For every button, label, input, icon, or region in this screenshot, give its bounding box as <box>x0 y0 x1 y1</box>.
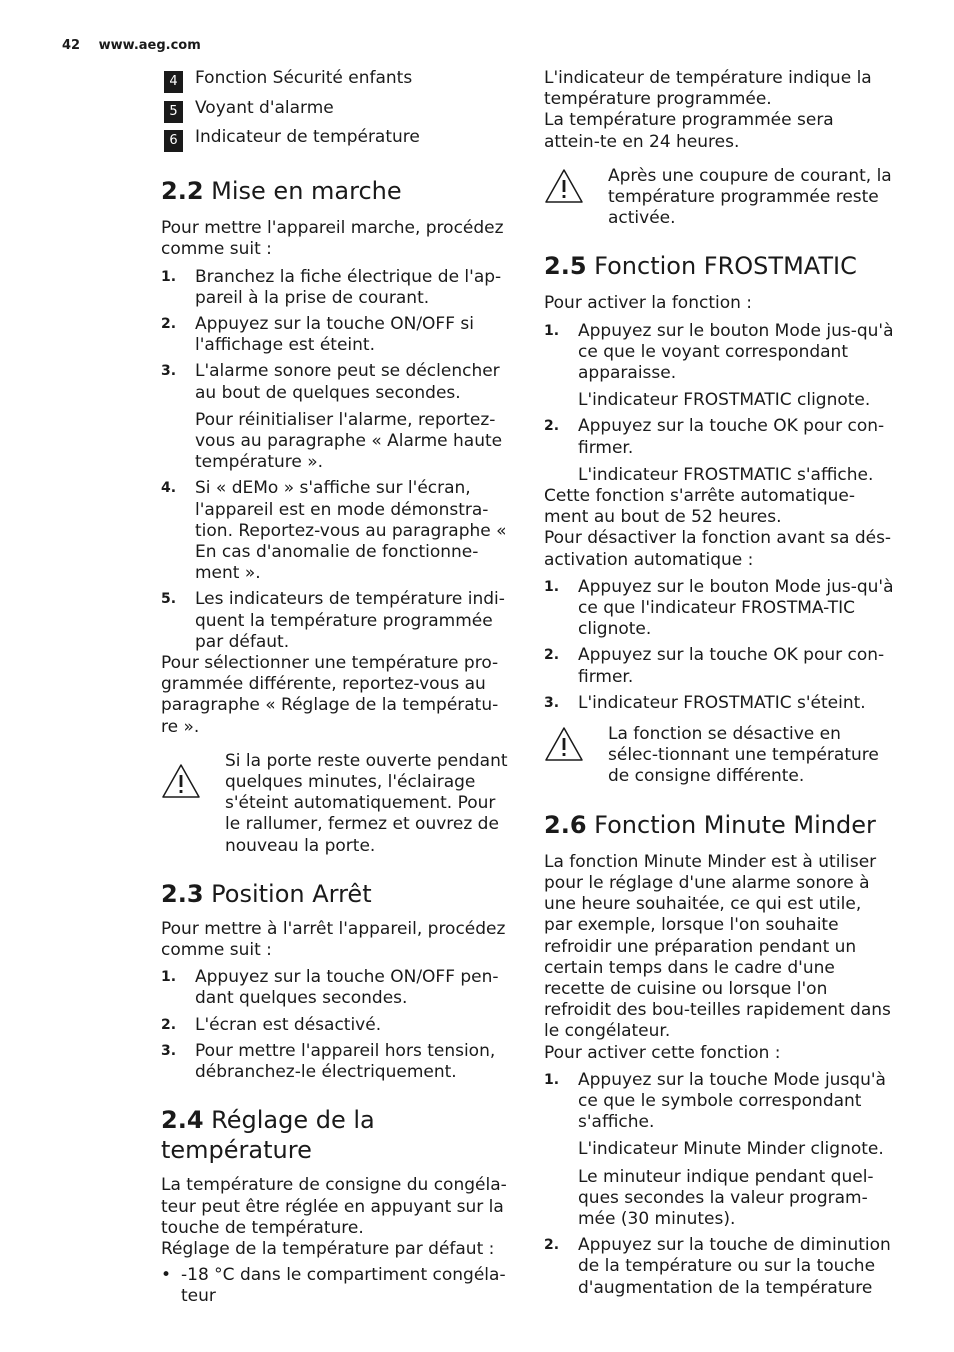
list-item: 2. Appuyez sur la touche ON/OFF si l'affichage est éteint. <box>161 314 474 356</box>
warning-note <box>544 724 894 788</box>
legend-item <box>161 98 511 119</box>
paragraph: La fonction Minute Minder est à utiliser pour le réglage d'une alarme sonore à une heure souhaitée, ce qui est utile, par exemple, lorsque l'on souhaite refroidir une préparation pendant un certain temps dans le cadre d'une recette de cuisine ou lorsque l'on refroidit des bou-teilles rapidement dans le congélateur. <box>544 851 891 1042</box>
bullet-item: • -18 °C dans le compartiment congéla-teur <box>161 1265 506 1307</box>
legend-label: Voyant d'alarme <box>195 97 334 118</box>
section-heading: 2.2 Mise en marche <box>161 177 402 206</box>
legend-number-badge: 5 <box>164 101 183 123</box>
step-note: Pour réinitialiser l'alarme, reportez-vous au paragraphe « Alarme haute température ». <box>195 409 503 473</box>
paragraph: Cette fonction s'arrête automatique-ment au bout de 52 heures. <box>544 486 856 528</box>
legend-number-badge: 6 <box>164 130 183 152</box>
steps-list <box>544 321 894 385</box>
paragraph: La température de consigne du congéla-teur peut être réglée en appuyant sur la touche de température. <box>161 1175 507 1238</box>
paragraph: Pour mettre l'appareil marche, procédez comme suit : <box>161 218 504 260</box>
list-item: 1. Branchez la fiche électrique de l'ap-pareil à la prise de courant. <box>161 266 502 308</box>
website-url: www.aeg.com <box>98 38 201 53</box>
list-item: 4. Si « dEMo » s'affiche sur l'écran, l'appareil est en mode démonstra-tion. Reportez-vous au paragraphe « En cas d'anomalie de fonctionne-ment ». <box>161 478 507 584</box>
list-item: 3. Pour mettre l'appareil hors tension, débranchez-le électriquement. <box>161 1040 496 1083</box>
list-item: 1. Appuyez sur le bouton Mode jus-qu'à ce que l'indicateur FROSTMA-TIC clignote. <box>544 576 894 640</box>
warning-text: Si la porte reste ouverte pendant quelques minutes, l'éclairage s'éteint automatiquement. Pour le rallumer, fermez et ouvrez de nouveau la porte. <box>225 750 508 856</box>
list-item: 2. Appuyez sur la touche OK pour con-firmer. <box>544 645 885 687</box>
step-note: Le minuteur indique pendant quel-ques secondes la valeur program-mée (30 minutes). <box>578 1166 874 1229</box>
list-item: 3. L'indicateur FROSTMATIC s'éteint. <box>544 692 866 713</box>
warning-text: Après une coupure de courant, la température programmée reste activée. <box>608 165 892 229</box>
legend-label: Fonction Sécurité enfants <box>195 68 413 88</box>
step-note: L'indicateur FROSTMATIC clignote. <box>578 390 871 411</box>
legend-list <box>161 68 511 148</box>
section-heading: 2.6 Fonction Minute Minder <box>544 810 876 839</box>
list-item: 1. Appuyez sur le bouton Mode jus-qu'à ce que le voyant correspondant apparaisse. <box>544 320 894 384</box>
left-column <box>161 68 511 1308</box>
warning-text: La fonction se désactive en sélec-tionnant une température de consigne différente. <box>608 724 879 787</box>
list-item: 1. Appuyez sur la touche ON/OFF pen-dant quelques secondes. <box>161 967 499 1009</box>
steps-list <box>544 577 894 714</box>
paragraph: Pour désactiver la fonction avant sa dés-activation automatique : <box>544 528 892 570</box>
paragraph: La température programmée sera attein-te en 24 heures. <box>544 110 834 152</box>
legend-number-badge: 4 <box>164 71 183 93</box>
paragraph: L'indicateur de température indique la température programmée. <box>544 68 872 110</box>
steps-list <box>544 416 894 458</box>
legend-item <box>161 127 511 148</box>
section-heading: 2.5 Fonction FROSTMATIC <box>544 252 857 281</box>
list-item: 2. Appuyez sur la touche de diminution de la température ou sur la touche d'augmentation de la température <box>544 1235 891 1298</box>
steps-list <box>544 1070 894 1134</box>
legend-item <box>161 68 511 89</box>
page-number: 42 <box>62 38 81 53</box>
paragraph: Pour mettre à l'arrêt l'appareil, procédez comme suit : <box>161 918 506 961</box>
list-item: 2. L'écran est désactivé. <box>161 1014 382 1035</box>
list-item: 1. Appuyez sur la touche Mode jusqu'à ce que le symbole correspondant s'affiche. <box>544 1069 886 1133</box>
step-note: L'indicateur FROSTMATIC s'affiche. <box>578 464 874 485</box>
section-heading: 2.4 Réglage de la température <box>161 1106 375 1165</box>
right-column <box>544 68 894 1304</box>
list-item: 3. L'alarme sonore peut se déclencher au bout de quelques secondes. <box>161 361 500 403</box>
steps-list <box>161 267 511 404</box>
paragraph: Réglage de la température par défaut : <box>161 1238 495 1259</box>
list-item: 5. Les indicateurs de température indi-quent la température programmée par défaut. <box>161 589 505 652</box>
step-note: L'indicateur Minute Minder clignote. <box>578 1139 884 1160</box>
steps-list <box>544 1235 894 1299</box>
warning-icon <box>161 763 201 799</box>
warning-icon <box>544 726 584 762</box>
paragraph: Pour sélectionner une température pro-grammée différente, reportez-vous au paragraphe « Réglage de la températu-re ». <box>161 653 499 737</box>
section-heading: 2.3 Position Arrêt <box>161 879 372 908</box>
warning-note <box>544 166 894 230</box>
warning-icon <box>544 168 584 204</box>
page-header <box>62 38 201 53</box>
steps-list <box>161 478 511 653</box>
legend-label: Indicateur de température <box>195 127 420 148</box>
list-item: 2. Appuyez sur la touche OK pour con-firmer. <box>544 416 885 458</box>
paragraph: Pour activer cette fonction : <box>544 1042 781 1063</box>
steps-list <box>161 967 511 1083</box>
warning-note <box>161 751 511 857</box>
paragraph: Pour activer la fonction : <box>544 293 753 314</box>
